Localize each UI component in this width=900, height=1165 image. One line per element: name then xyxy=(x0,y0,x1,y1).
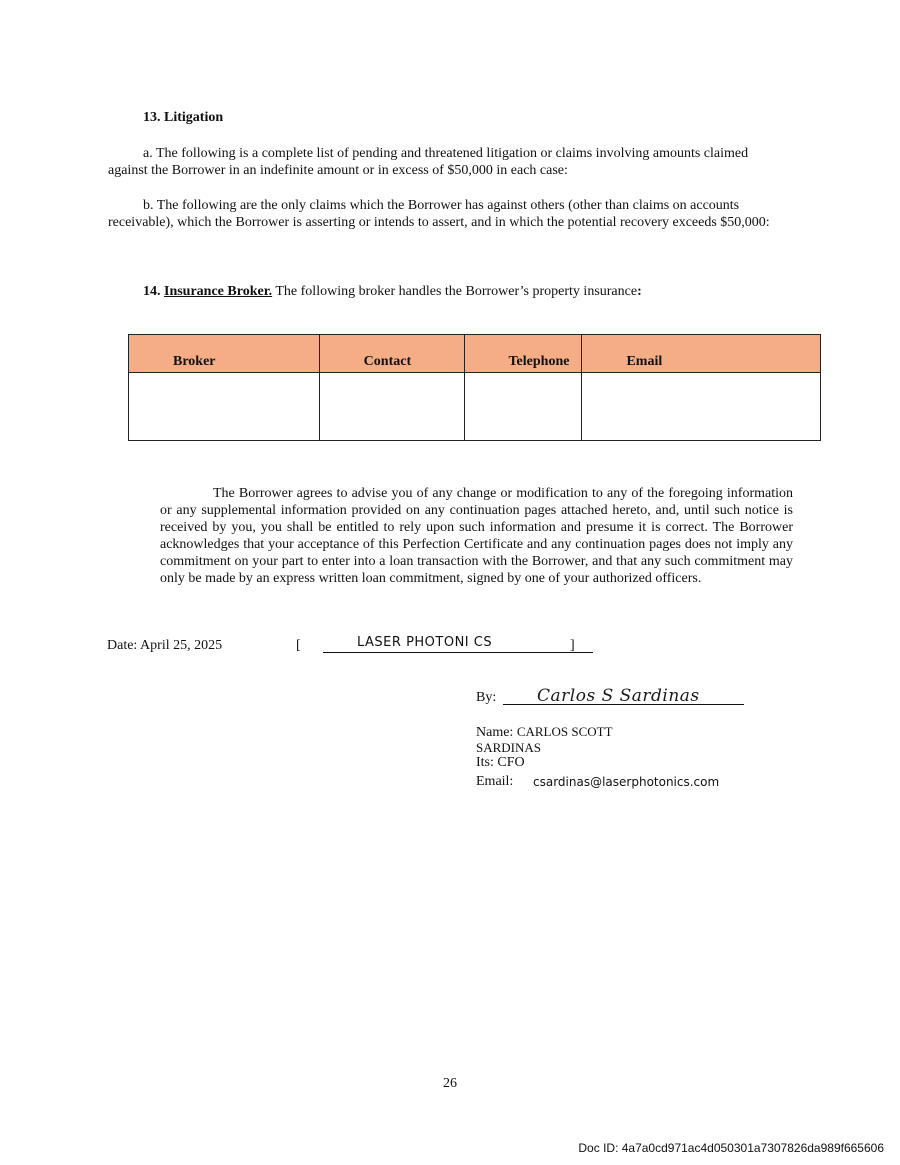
section-13a-paragraph xyxy=(108,145,808,179)
company-name: LASER PHOTONI CS xyxy=(357,635,493,650)
signer-email: csardinas@laserphotonics.com xyxy=(533,775,720,789)
company-signature-line xyxy=(323,652,593,653)
contact-cell[interactable] xyxy=(319,373,464,441)
by-label: By: xyxy=(476,690,497,705)
name-line2: SARDINAS xyxy=(476,740,542,755)
column-header-telephone: Telephone xyxy=(464,335,582,373)
name-label: Name: xyxy=(476,725,514,740)
agreement-paragraph: The Borrower agrees to advise you of any change or modification to any of the foregoing information or any supplemental information provided on any continuation pages attached hereto, and, until such notice is received by you, you shall be entitled to rely upon such information and presume it is correct. The Borrower acknowledges that your acceptance of this Perfection Certificate and any continuation pages does not imply any commitment on your part to enter into a loan transaction with the Borrower, and that any such commitment may only be made by an express written loan commitment, signed by one of your authorized officers. xyxy=(160,486,793,586)
section-13b-line2: receivable), which the Borrower is asserting or intends to assert, and in which the potential recovery exceeds $50,000: xyxy=(108,215,770,230)
page-number: 26 xyxy=(443,1076,457,1091)
section-14-text: The following broker handles the Borrower’s property insurance xyxy=(275,284,638,299)
signer-title: Its: CFO xyxy=(476,755,525,770)
column-header-broker: Broker xyxy=(129,335,320,373)
section-13a-line2: against the Borrower in an indefinite amount or in excess of $50,000 in each case: xyxy=(108,163,568,178)
broker-cell[interactable] xyxy=(129,373,320,441)
column-header-contact: Contact xyxy=(319,335,464,373)
section-14-heading: Insurance Broker. xyxy=(164,284,273,299)
section-14-colon: : xyxy=(637,284,642,299)
section-13a-line1: a. The following is a complete list of pending and threatened litigation or claims involving amounts claimed xyxy=(143,146,749,161)
table-header-row xyxy=(129,335,821,373)
section-13-heading: 13. Litigation xyxy=(143,110,224,125)
signer-name-block xyxy=(476,724,613,740)
section-14-number: 14. xyxy=(143,284,161,299)
name-line1: CARLOS SCOTT xyxy=(516,724,613,739)
section-13b-paragraph xyxy=(108,197,808,231)
signature-date: Date: April 25, 2025 xyxy=(107,638,223,653)
handwritten-signature: Carlos S Sardinas xyxy=(537,686,700,706)
section-13b-line1: b. The following are the only claims which the Borrower has against others (other than claims on accounts xyxy=(143,198,740,213)
section-14-line xyxy=(143,284,642,300)
insurance-broker-table xyxy=(128,334,821,441)
company-bracket-close: ] xyxy=(570,638,575,653)
company-bracket-open: [ xyxy=(296,638,301,653)
column-header-email: Email xyxy=(582,335,821,373)
telephone-cell[interactable] xyxy=(464,373,582,441)
table-row xyxy=(129,373,821,441)
email-label: Email: xyxy=(476,774,514,789)
document-id: Doc ID: 4a7a0cd971ac4d050301a7307826da989f665606 xyxy=(578,1141,884,1155)
email-cell[interactable] xyxy=(582,373,821,441)
